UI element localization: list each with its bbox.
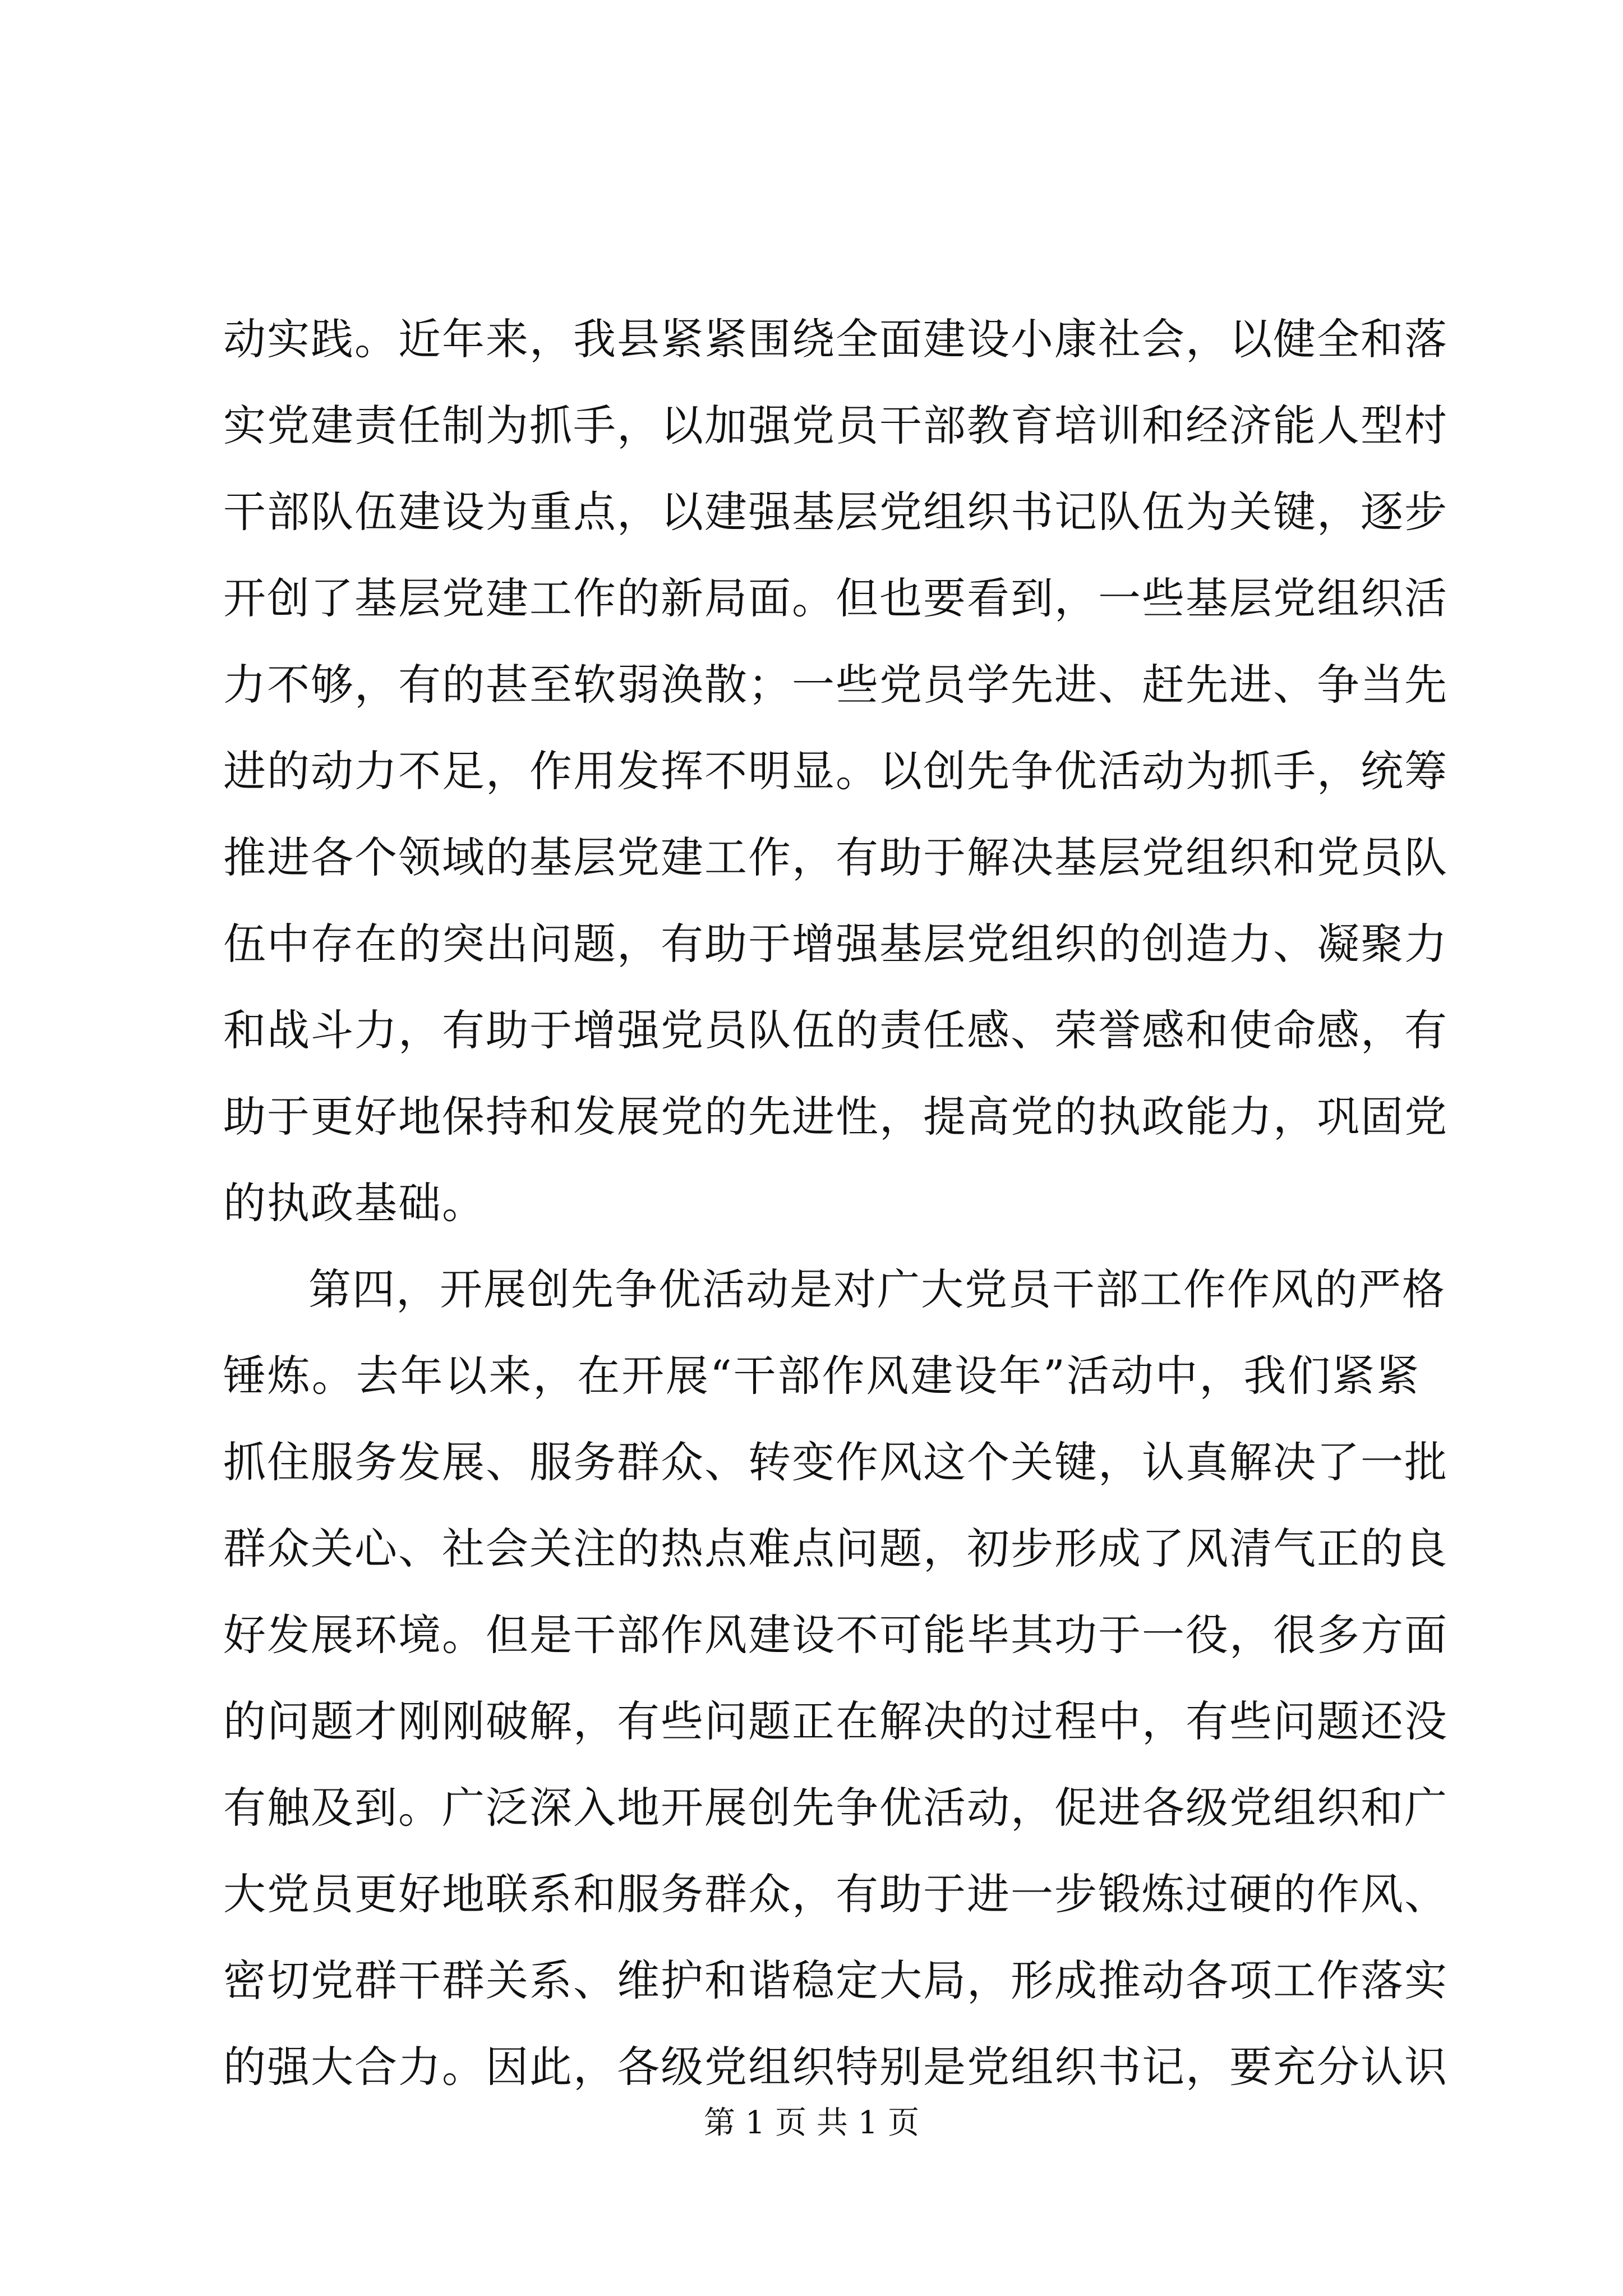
page-footer: 第 1 页 共 1 页	[703, 2105, 920, 2141]
text-line: 第四，开展创先争优活动是对广大党员干部工作作风的严格	[308, 1264, 1446, 1314]
text-line: 锤炼。去年以来，在开展“干部作风建设年”活动中，我们紧紧	[223, 1351, 1420, 1401]
text-line: 有触及到。广泛深入地开展创先争优活动，促进各级党组织和广	[223, 1783, 1448, 1833]
text-line: 动实践。近年来，我县紧紧围绕全面建设小康社会，以健全和落	[223, 314, 1448, 364]
text-line: 推进各个领域的基层党建工作，有助于解决基层党组织和党员队	[223, 832, 1448, 882]
text-line: 的问题才刚刚破解，有些问题正在解决的过程中，有些问题还没	[223, 1696, 1448, 1746]
text-line: 助于更好地保持和发展党的先进性，提高党的执政能力，巩固党	[223, 1092, 1448, 1142]
paragraph-1	[223, 296, 1448, 1246]
text-line: 和战斗力，有助于增强党员队伍的责任感、荣誉感和使命感，有	[223, 1005, 1448, 1055]
text-line: 的执政基础。	[223, 1178, 486, 1228]
text-line: 伍中存在的突出问题，有助于增强基层党组织的创造力、凝聚力	[223, 919, 1448, 969]
text-line: 实党建责任制为抓手，以加强党员干部教育培训和经济能人型村	[223, 401, 1448, 450]
text-line: 的强大合力。因此，各级党组织特别是党组织书记，要充分认识	[223, 2042, 1448, 2092]
text-line: 开创了基层党建工作的新局面。但也要看到，一些基层党组织活	[223, 573, 1448, 623]
text-line: 抓住服务发展、服务群众、转变作风这个关键，认真解决了一批	[223, 1437, 1448, 1487]
text-line: 干部队伍建设为重点，以建强基层党组织书记队伍为关键，逐步	[223, 487, 1448, 537]
text-line: 大党员更好地联系和服务群众，有助于进一步锻炼过硬的作风、	[223, 1869, 1448, 1919]
text-line: 进的动力不足，作用发挥不明显。以创先争优活动为抓手，统筹	[223, 746, 1448, 796]
paragraph-2	[223, 1246, 1448, 2110]
text-line: 密切党群干群关系、维护和谐稳定大局，形成推动各项工作落实	[223, 1955, 1448, 2005]
text-line: 好发展环境。但是干部作风建设不可能毕其功于一役，很多方面	[223, 1610, 1448, 1660]
text-line: 力不够，有的甚至软弱涣散；一些党员学先进、赶先进、争当先	[223, 660, 1448, 710]
body-text	[223, 296, 1448, 2110]
text-line: 群众关心、社会关注的热点难点问题，初步形成了风清气正的良	[223, 1524, 1448, 1573]
